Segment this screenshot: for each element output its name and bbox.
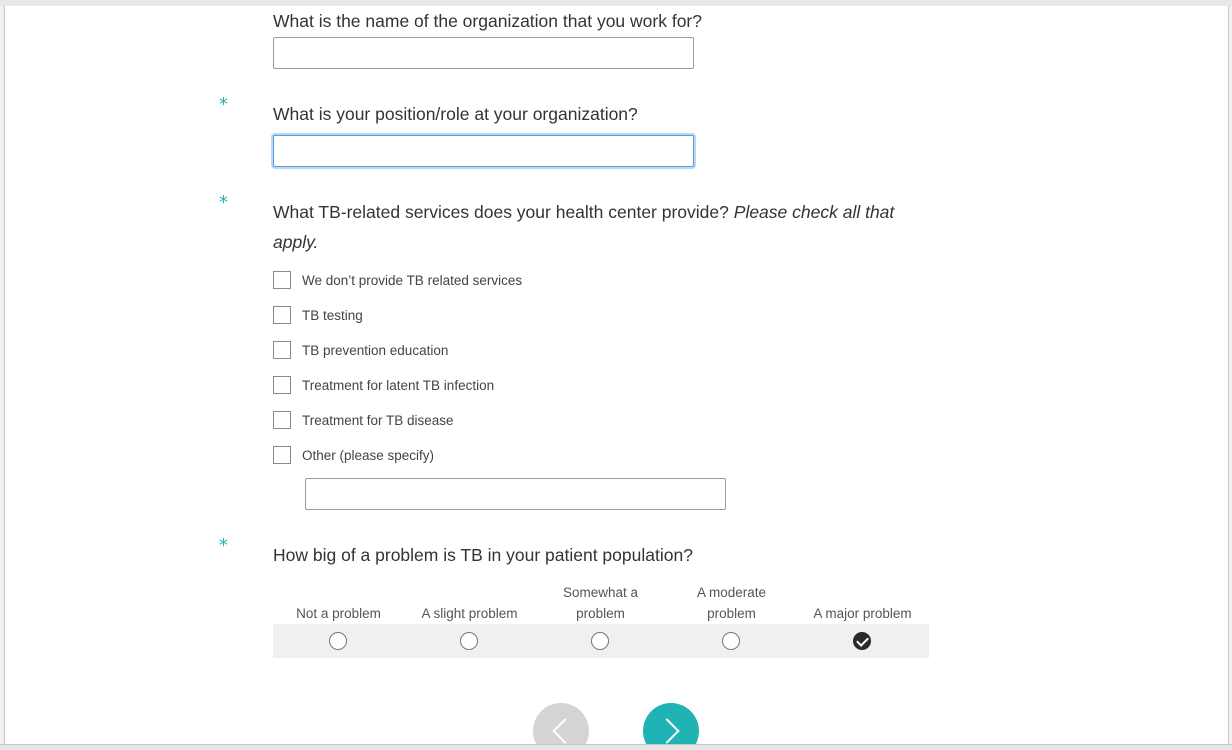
survey-page [5,6,1228,744]
role-input[interactable] [273,135,694,167]
checkbox[interactable] [273,271,291,289]
chevron-right-icon [654,718,679,743]
question-services-instruction: Please check all that apply. [273,202,895,252]
required-marker: * [219,94,228,115]
radio-major-problem[interactable] [853,632,871,650]
radio-somewhat-problem[interactable] [591,632,609,650]
checkbox-option[interactable] [273,374,494,396]
scale-labels [273,576,929,624]
radio-moderate-problem[interactable] [722,632,740,650]
scale-label: A moderate problem [696,585,767,621]
question-organization: What is the name of the organization that you work for? [273,11,702,31]
checkbox-option[interactable] [273,444,434,466]
chevron-left-icon [552,718,577,743]
other-specify-input[interactable] [305,478,726,510]
question-role: What is your position/role at your organization? [273,104,638,124]
checkbox[interactable] [273,341,291,359]
browser-bottom-edge [0,744,1232,750]
question-problem: How big of a problem is TB in your patient population? [273,545,693,565]
next-page-button[interactable] [643,703,699,744]
checkbox-option[interactable] [273,409,454,431]
scale-label: A major problem [813,606,912,621]
required-marker: * [219,535,228,556]
scale-label: A slight problem [421,606,518,621]
checkbox-option[interactable] [273,269,522,291]
organization-input[interactable] [273,37,694,69]
checkbox-label: Treatment for latent TB infection [302,377,495,393]
checkbox-option[interactable] [273,304,363,326]
previous-page-button[interactable] [533,703,589,744]
checkbox-label: Treatment for TB disease [302,412,454,428]
checkbox[interactable] [273,411,291,429]
checkbox[interactable] [273,306,291,324]
radio-slight-problem[interactable] [460,632,478,650]
right-window-edge [1228,6,1232,749]
scale-radio-row [273,624,929,658]
checkbox[interactable] [273,446,291,464]
checkbox[interactable] [273,376,291,394]
checkbox-option[interactable] [273,339,448,361]
question-services [273,197,913,257]
checkbox-label: TB prevention education [302,342,449,358]
question-services-text: What TB-related services does your health center provide? [273,202,729,222]
scale-label: Not a problem [296,606,381,621]
checkbox-label: We don’t provide TB related services [302,272,523,288]
scale-label: Somewhat a problem [562,585,639,621]
radio-not-a-problem[interactable] [329,632,347,650]
required-marker: * [219,192,228,213]
checkbox-label: Other (please specify) [302,447,435,463]
checkbox-label: TB testing [302,307,363,323]
